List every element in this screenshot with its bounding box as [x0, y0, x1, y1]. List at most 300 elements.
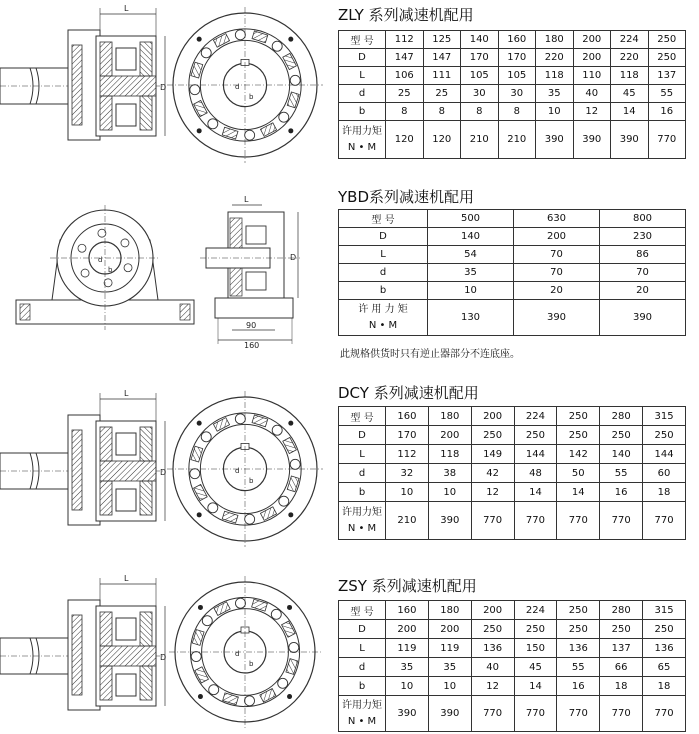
dcy-torque-cell [471, 502, 514, 540]
dcy-torque-label-cell [339, 502, 386, 540]
zly-head-cell [339, 31, 386, 49]
dcy-cell-value: 50 [571, 467, 585, 479]
ybd-torque-value: 390 [632, 312, 653, 323]
zsy-model-cell [514, 601, 557, 620]
zly-torque-label-2: N • M [347, 141, 377, 153]
zly-value-cell [423, 49, 461, 67]
zly-cell-value: 35 [547, 88, 561, 99]
zsy-value-cell [386, 677, 429, 696]
zly-model-value: 125 [432, 34, 452, 45]
ybd-roller [121, 239, 129, 247]
dcy-spec-table [338, 406, 686, 540]
zly-value-cell [573, 85, 611, 103]
zsy-torque-value: 770 [611, 708, 631, 719]
roller [190, 469, 200, 479]
zsy-row-label: L [359, 642, 365, 654]
bolt-hole [288, 128, 293, 133]
dcy-value-cell [514, 426, 557, 445]
zsy-cell-value: 18 [657, 680, 671, 692]
dcy-value-cell [471, 445, 514, 464]
dcy-row-label-cell [339, 426, 386, 445]
zly-value-cell [386, 49, 424, 67]
zly-row-label: b [358, 106, 366, 117]
zly-torque-value: 390 [619, 134, 639, 145]
zly-torque-cell [611, 121, 649, 159]
roller [271, 609, 281, 619]
zly-cell-value: 147 [394, 52, 414, 63]
dcy-model-value: 315 [654, 410, 674, 422]
body-hatch-top [100, 42, 112, 76]
zly-value-cell [648, 103, 686, 121]
roller [279, 496, 289, 506]
ybd-row-label: d [379, 267, 387, 278]
zly-value-cell [386, 103, 424, 121]
zsy-value-cell [557, 658, 600, 677]
zsy-torque-cell [557, 696, 600, 732]
side-roller-top [246, 226, 266, 244]
dcy-model-cell [428, 407, 471, 426]
zsy-torque-label-1: 许用力矩 [342, 699, 382, 711]
dcy-model-value: 180 [440, 410, 460, 422]
ybd-row-label-cell [339, 246, 428, 264]
dcy-value-cell [514, 483, 557, 502]
body-hatch-bottom [100, 481, 112, 515]
zsy-cell-value: 66 [614, 661, 628, 673]
zsy-torque-value: 770 [654, 708, 674, 719]
zly-cell-value: 105 [507, 70, 527, 81]
ybd-roller [124, 264, 132, 272]
ybd-cell-value: 230 [632, 231, 653, 242]
dcy-value-cell [643, 464, 686, 483]
zsy-torque-cell [428, 696, 471, 732]
dim-160-label: 160 [244, 341, 260, 350]
zsy-torque-cell [471, 696, 514, 732]
zsy-cell-value: 250 [483, 623, 503, 635]
zsy-cell-value: 65 [657, 661, 671, 673]
zly-torque-cell [648, 121, 686, 159]
b-label: b [249, 660, 254, 668]
zsy-value-cell [471, 620, 514, 639]
zly-value-cell [648, 49, 686, 67]
zsy-value-cell [557, 620, 600, 639]
dcy-cell-value: 250 [525, 429, 545, 441]
zly-drawing [0, 4, 323, 163]
bolt-hole [287, 605, 292, 610]
ybd-value-cell [428, 246, 514, 264]
body-hatch-bottom-2 [140, 666, 152, 700]
zly-torque-cell [573, 121, 611, 159]
zsy-value-cell [386, 658, 429, 677]
zsy-row-label-cell [339, 639, 386, 658]
ybd-cell-value: 10 [464, 285, 477, 296]
dcy-model-value: 250 [568, 410, 588, 422]
dcy-cell-value: 140 [611, 448, 631, 460]
d-label: d [235, 83, 240, 91]
zly-cell-value: 147 [432, 52, 452, 63]
zsy-torque-value: 770 [483, 708, 503, 719]
dcy-row-label: d [358, 467, 366, 479]
dcy-model-value: 280 [611, 410, 631, 422]
zly-value-cell [573, 103, 611, 121]
dcy-cell-value: 149 [483, 448, 503, 460]
zly-head-label: 型 号 [350, 36, 374, 47]
ybd-row-label: b [379, 285, 387, 296]
zly-torque-label-cell [339, 121, 386, 159]
zly-cell-value: 170 [507, 52, 527, 63]
roller-top [116, 618, 136, 640]
zly-torque-value: 210 [507, 134, 527, 145]
ybd-cell-value: 70 [550, 267, 563, 278]
dcy-value-cell [386, 445, 429, 464]
dcy-model-value: 160 [397, 410, 417, 422]
body-hatch-bottom [100, 96, 112, 130]
zly-row-label: d [358, 88, 366, 99]
zsy-value-cell [428, 639, 471, 658]
zsy-cell-value: 136 [654, 642, 674, 654]
roller [279, 112, 289, 122]
zly-row-label: L [359, 70, 365, 81]
d-dim-label: D [160, 653, 167, 662]
zsy-cell-value: 250 [525, 623, 545, 635]
zsy-cell-value: 136 [568, 642, 588, 654]
zsy-model-value: 315 [654, 604, 674, 616]
zly-model-cell [386, 31, 424, 49]
zly-model-value: 112 [394, 34, 414, 45]
side-l-label: L [244, 195, 249, 204]
zly-cell-value: 30 [472, 88, 486, 99]
dcy-cell-value: 42 [486, 467, 499, 479]
zsy-value-cell [514, 639, 557, 658]
zly-model-value: 180 [544, 34, 564, 45]
ybd-row-label-cell [339, 282, 428, 300]
ybd-cell-value: 86 [636, 249, 649, 260]
ybd-value-cell [600, 264, 686, 282]
zsy-cell-value: 150 [525, 642, 545, 654]
roller [235, 598, 245, 608]
zly-value-cell [648, 85, 686, 103]
ybd-torque-cell [514, 300, 600, 336]
body-hatch-top-2 [140, 42, 152, 76]
zsy-drawing [0, 574, 321, 728]
body-hatch-bottom-2 [140, 481, 152, 515]
ybd-cell-value: 20 [636, 285, 649, 296]
ybd-row-label-cell [339, 264, 428, 282]
dcy-row-label-cell [339, 483, 386, 502]
zsy-cell-value: 250 [654, 623, 674, 635]
zly-cell-value: 220 [544, 52, 564, 63]
ybd-cell-value: 20 [550, 285, 563, 296]
zsy-value-cell [428, 658, 471, 677]
zly-value-cell [461, 49, 499, 67]
roller [290, 75, 300, 85]
roller [190, 85, 200, 95]
ybd-roller [78, 244, 86, 252]
zsy-value-cell [643, 658, 686, 677]
ybd-row-label: L [380, 249, 386, 260]
zly-torque-value: 390 [582, 134, 602, 145]
dcy-drawing [0, 389, 323, 547]
dcy-value-cell [386, 483, 429, 502]
zsy-value-cell [514, 677, 557, 696]
zly-model-cell [423, 31, 461, 49]
b-label: b [249, 93, 254, 101]
roller [208, 119, 218, 129]
dcy-cell-value: 200 [440, 429, 460, 441]
ybd-value-cell [514, 228, 600, 246]
zsy-torque-value: 390 [397, 708, 417, 719]
zly-cell-value: 45 [622, 88, 636, 99]
ybd-value-cell [428, 264, 514, 282]
zsy-cell-value: 55 [571, 661, 585, 673]
zly-row-label-cell [339, 85, 386, 103]
ybd-cell-value: 70 [636, 267, 649, 278]
side-hatch-bottom [230, 266, 242, 296]
body-hatch-top [100, 427, 112, 461]
dcy-torque-value: 770 [611, 515, 631, 526]
roller [289, 642, 299, 652]
dcy-value-cell [600, 445, 643, 464]
l-dim-label: L [124, 574, 129, 583]
roller-top [116, 433, 136, 455]
dcy-value-cell [514, 464, 557, 483]
zly-model-cell [573, 31, 611, 49]
dcy-value-cell [600, 426, 643, 445]
zsy-cell-value: 16 [571, 680, 585, 692]
zly-torque-cell [498, 121, 536, 159]
roller [290, 459, 300, 469]
zly-value-cell [648, 67, 686, 85]
zsy-value-cell [557, 677, 600, 696]
zsy-row-label-cell [339, 620, 386, 639]
dcy-row-label: D [358, 429, 366, 441]
zly-torque-value: 770 [657, 134, 677, 145]
zly-cell-value: 250 [657, 52, 677, 63]
zly-model-cell [498, 31, 536, 49]
zsy-value-cell [643, 677, 686, 696]
zly-value-cell [611, 67, 649, 85]
zly-spec-table [338, 30, 686, 159]
ybd-cell-value: 200 [546, 231, 567, 242]
ybd-cell-value: 70 [550, 249, 563, 260]
ybd-roller [81, 269, 89, 277]
roller [245, 696, 255, 706]
zsy-value-cell [386, 620, 429, 639]
zly-torque-cell [461, 121, 499, 159]
dcy-value-cell [428, 426, 471, 445]
zly-cell-value: 40 [585, 88, 599, 99]
zly-cell-value: 10 [547, 106, 561, 117]
zsy-cell-value: 40 [486, 661, 499, 673]
dcy-torque-value: 210 [397, 515, 417, 526]
zly-cell-value: 30 [510, 88, 524, 99]
dcy-value-cell [428, 464, 471, 483]
inner-hub [100, 76, 156, 96]
zsy-row-label-cell [339, 658, 386, 677]
d-dim-label: D [160, 468, 167, 477]
bolt-hole [198, 694, 203, 699]
roller [201, 432, 211, 442]
zly-torque-value: 210 [469, 134, 489, 145]
zly-cell-value: 118 [619, 70, 639, 81]
zly-cell-value: 25 [435, 88, 449, 99]
zsy-model-value: 280 [611, 604, 631, 616]
dcy-model-cell [471, 407, 514, 426]
dcy-torque-value: 770 [483, 515, 503, 526]
base-hatch-left [20, 304, 30, 320]
dcy-value-cell [471, 464, 514, 483]
ybd-title: YBD系列减速机配用 [338, 188, 475, 206]
roller [201, 48, 211, 58]
zly-torque-cell [536, 121, 574, 159]
zly-value-cell [498, 103, 536, 121]
bolt-hole [197, 128, 202, 133]
zsy-cell-value: 250 [611, 623, 631, 635]
ybd-roller [98, 229, 106, 237]
bolt-hole [197, 512, 202, 517]
ybd-cell-value: 140 [460, 231, 481, 242]
roller [202, 616, 212, 626]
zsy-model-value: 160 [397, 604, 417, 616]
zsy-torque-value: 770 [525, 708, 545, 719]
zsy-torque-cell [386, 696, 429, 732]
zly-cell-value: 105 [469, 70, 489, 81]
dcy-cell-value: 32 [400, 467, 414, 479]
dcy-cell-value: 142 [568, 448, 588, 460]
zly-value-cell [611, 85, 649, 103]
dcy-value-cell [643, 483, 686, 502]
l-dim-label: L [124, 389, 129, 398]
body-hatch-bottom-2 [140, 96, 152, 130]
dcy-torque-label-1: 许用力矩 [342, 506, 382, 518]
zsy-torque-cell [600, 696, 643, 732]
ybd-torque-cell [428, 300, 514, 336]
zsy-torque-label-cell [339, 696, 386, 732]
zsy-value-cell [428, 620, 471, 639]
zly-value-cell [498, 67, 536, 85]
ybd-model-cell [428, 210, 514, 228]
ybd-b-label: b [108, 266, 113, 274]
body-hatch-top-2 [140, 427, 152, 461]
dcy-value-cell [386, 464, 429, 483]
dcy-torque-label-2: N • M [347, 522, 377, 534]
dcy-cell-value: 55 [614, 467, 628, 479]
dcy-value-cell [600, 483, 643, 502]
zly-cell-value: 12 [585, 106, 599, 117]
zly-cell-value: 25 [397, 88, 411, 99]
housing-hatch [72, 615, 82, 695]
zly-cell-value: 106 [394, 70, 414, 81]
zly-value-cell [498, 85, 536, 103]
zsy-cell-value: 137 [611, 642, 631, 654]
dcy-torque-value: 770 [525, 515, 545, 526]
roller [209, 685, 219, 695]
zly-torque-label-1: 许用力矩 [342, 125, 382, 137]
zly-value-cell [611, 49, 649, 67]
zsy-cell-value: 10 [400, 680, 414, 692]
dcy-row-label: L [359, 448, 365, 460]
dcy-title: DCY 系列减速机配用 [338, 384, 479, 402]
zly-value-cell [461, 67, 499, 85]
ybd-d-label: d [98, 256, 103, 264]
zly-value-cell [611, 103, 649, 121]
dcy-cell-value: 118 [440, 448, 460, 460]
zsy-spec-table [338, 600, 686, 732]
zsy-cell-value: 200 [397, 623, 417, 635]
ybd-value-cell [600, 282, 686, 300]
dcy-value-cell [471, 426, 514, 445]
body-hatch-top [100, 612, 112, 646]
dcy-row-label-cell [339, 445, 386, 464]
zsy-head-label: 型 号 [350, 606, 374, 618]
roller [245, 514, 255, 524]
dcy-value-cell [643, 426, 686, 445]
dcy-torque-cell [643, 502, 686, 540]
zsy-model-cell [428, 601, 471, 620]
zsy-model-cell [557, 601, 600, 620]
zly-model-cell [611, 31, 649, 49]
dcy-torque-cell [600, 502, 643, 540]
zly-cell-value: 220 [619, 52, 639, 63]
zly-value-cell [536, 85, 574, 103]
dcy-row-label-cell [339, 464, 386, 483]
zsy-value-cell [643, 639, 686, 658]
dcy-model-value: 224 [525, 410, 545, 422]
zsy-cell-value: 136 [483, 642, 503, 654]
ybd-torque-label-cell [339, 300, 428, 336]
zly-value-cell [536, 67, 574, 85]
ybd-model-value: 800 [632, 213, 653, 224]
bolt-hole [288, 512, 293, 517]
ybd-torque-label-2: N • M [368, 319, 398, 331]
zsy-model-cell [386, 601, 429, 620]
zly-value-cell [573, 67, 611, 85]
ybd-torque-value: 130 [460, 312, 481, 323]
roller [272, 41, 282, 51]
dcy-cell-value: 48 [529, 467, 542, 479]
zsy-row-label: b [358, 680, 366, 692]
bolt-hole [288, 37, 293, 42]
zsy-torque-value: 770 [568, 708, 588, 719]
zly-model-cell [461, 31, 499, 49]
inner-hub [100, 646, 156, 666]
dcy-cell-value: 14 [529, 486, 542, 498]
dcy-cell-value: 16 [614, 486, 628, 498]
zly-title: ZLY 系列减速机配用 [338, 6, 474, 24]
dcy-cell-value: 10 [400, 486, 414, 498]
dcy-cell-value: 12 [486, 486, 499, 498]
zsy-cell-value: 35 [400, 661, 414, 673]
zly-torque-value: 120 [432, 134, 452, 145]
zsy-cell-value: 119 [397, 642, 417, 654]
zsy-cell-value: 14 [529, 680, 542, 692]
bolt-hole [197, 37, 202, 42]
ybd-value-cell [600, 246, 686, 264]
zsy-torque-value: 390 [440, 708, 460, 719]
dim-90-label: 90 [246, 321, 257, 330]
d-label: d [235, 650, 240, 658]
dcy-cell-value: 60 [657, 467, 671, 479]
housing-hatch [72, 430, 82, 510]
dcy-value-cell [471, 483, 514, 502]
zsy-row-label: D [358, 623, 366, 635]
dcy-model-cell [600, 407, 643, 426]
zsy-cell-value: 119 [440, 642, 460, 654]
dcy-torque-cell [557, 502, 600, 540]
side-roller-bottom [246, 272, 266, 290]
zsy-model-cell [471, 601, 514, 620]
dcy-value-cell [557, 464, 600, 483]
zsy-torque-label-2: N • M [347, 715, 377, 727]
